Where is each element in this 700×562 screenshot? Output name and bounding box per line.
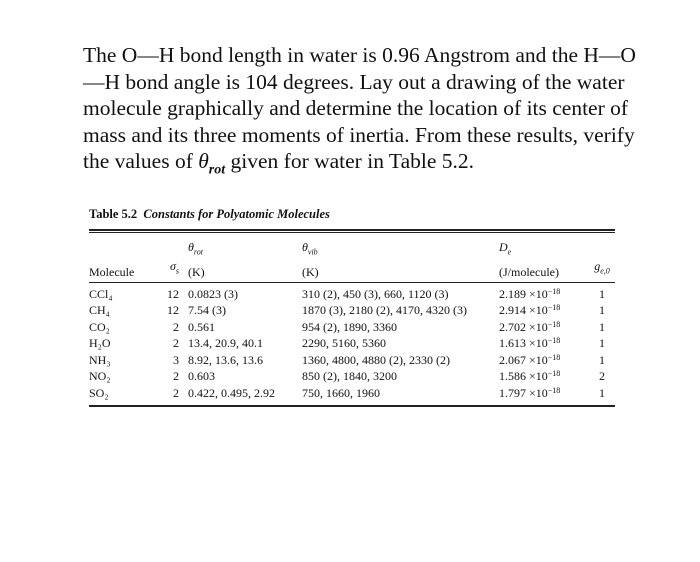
cell-sigma: 2	[173, 336, 179, 351]
cell-ge: 1	[599, 352, 605, 367]
cell-de	[499, 301, 589, 318]
cell-theta-rot: 0.422, 0.495, 2.92	[188, 385, 275, 400]
cell-molecule: NH₃	[89, 352, 111, 367]
constants-table	[89, 240, 615, 400]
cell-molecule: NO₂	[89, 369, 111, 384]
cell-sigma: 3	[173, 352, 179, 367]
de-exponent: −18	[547, 352, 561, 362]
table-row	[89, 285, 615, 302]
header-row-top	[89, 240, 615, 259]
cell-de	[499, 334, 589, 351]
table-row	[89, 367, 615, 384]
header-molecule: Molecule	[89, 264, 135, 279]
cell-theta-vib: 1360, 4800, 4880 (2), 2330 (2)	[302, 352, 450, 367]
de-mantissa: 2.702 ×10	[499, 319, 548, 334]
cell-de	[499, 285, 589, 302]
de-mantissa: 1.586 ×10	[499, 369, 548, 384]
de-mantissa: 2.189 ×10	[499, 286, 548, 301]
table-body	[89, 285, 615, 401]
de-exponent: −18	[547, 319, 561, 329]
cell-de	[499, 384, 589, 401]
theta-symbol: θ	[198, 149, 209, 173]
problem-text-part1: The O—H bond length in water is 0.96 Angstrom and the H—O —H bond angle is 104 degrees. Lay out a drawing of the water molecule graphically and determine the location of its center of mass and its three moments of inertia. From these results, verify the values of	[83, 43, 636, 173]
cell-sigma: 12	[167, 286, 179, 301]
cell-theta-rot: 7.54 (3)	[188, 303, 226, 318]
cell-molecule: CO₂	[89, 319, 110, 334]
cell-de	[499, 351, 589, 368]
table-row	[89, 351, 615, 368]
header-theta-vib: $\theta_{vib}$	[302, 240, 318, 257]
table-title: Constants for Polyatomic Molecules	[143, 207, 330, 221]
header-de-unit: (J/molecule)	[499, 264, 559, 279]
cell-sigma: 2	[173, 319, 179, 334]
cell-theta-vib: 750, 1660, 1960	[302, 385, 380, 400]
cell-molecule: H₂O	[89, 336, 111, 351]
cell-ge: 2	[599, 369, 605, 384]
de-mantissa: 1.797 ×10	[499, 385, 548, 400]
cell-theta-rot: 0.561	[188, 319, 215, 334]
de-exponent: −18	[547, 385, 561, 395]
de-exponent: −18	[547, 303, 561, 313]
cell-ge: 1	[599, 286, 605, 301]
cell-theta-vib: 1870 (3), 2180 (2), 4170, 4320 (3)	[302, 303, 467, 318]
cell-theta-rot: 8.92, 13.6, 13.6	[188, 352, 263, 367]
header-theta-rot-unit: (K)	[188, 264, 205, 279]
cell-sigma: 12	[167, 303, 179, 318]
cell-ge: 1	[599, 303, 605, 318]
table-row	[89, 334, 615, 351]
cell-ge: 1	[599, 336, 605, 351]
header-sigma: $\sigma_s$	[169, 259, 179, 276]
table-top-rule	[89, 229, 615, 231]
table-row	[89, 384, 615, 401]
cell-theta-vib: 954 (2), 1890, 3360	[302, 319, 397, 334]
cell-ge: 1	[599, 385, 605, 400]
de-mantissa: 1.613 ×10	[499, 336, 548, 351]
cell-molecule: CH₄	[89, 303, 110, 318]
table-row	[89, 301, 615, 318]
cell-molecule: SO₂	[89, 385, 109, 400]
problem-statement	[83, 42, 643, 184]
de-exponent: −18	[547, 369, 561, 379]
cell-theta-vib: 310 (2), 450 (3), 660, 1120 (3)	[302, 286, 449, 301]
de-exponent: −18	[547, 336, 561, 346]
cell-sigma: 2	[173, 369, 179, 384]
cell-sigma: 2	[173, 385, 179, 400]
theta-subscript: rot	[208, 162, 226, 178]
header-row-bottom	[89, 259, 615, 278]
cell-theta-rot: 13.4, 20.9, 40.1	[188, 336, 263, 351]
cell-theta-rot: 0.603	[188, 369, 215, 384]
cell-theta-vib: 2290, 5160, 5360	[302, 336, 386, 351]
header-theta-vib-unit: (K)	[302, 264, 319, 279]
cell-de	[499, 318, 589, 335]
cell-de	[499, 367, 589, 384]
de-exponent: −18	[547, 286, 561, 296]
cell-theta-vib: 850 (2), 1840, 3200	[302, 369, 397, 384]
header-theta-rot: $\theta_{rot}$	[188, 240, 203, 257]
header-ge: $g_{e,0}$	[594, 259, 610, 276]
table-bottom-rule	[89, 405, 615, 407]
cell-theta-rot: 0.0823 (3)	[188, 286, 238, 301]
table-top-rule-2	[89, 232, 615, 233]
de-mantissa: 2.914 ×10	[499, 303, 548, 318]
table-caption	[89, 207, 330, 222]
header-de: $D_e$	[499, 240, 512, 257]
table-number: Table 5.2	[89, 207, 138, 221]
problem-text-part2: given for water in Table 5.2.	[225, 149, 474, 173]
de-mantissa: 2.067 ×10	[499, 352, 548, 367]
cell-molecule: CCl₄	[89, 286, 113, 301]
table-row	[89, 318, 615, 335]
cell-ge: 1	[599, 319, 605, 334]
